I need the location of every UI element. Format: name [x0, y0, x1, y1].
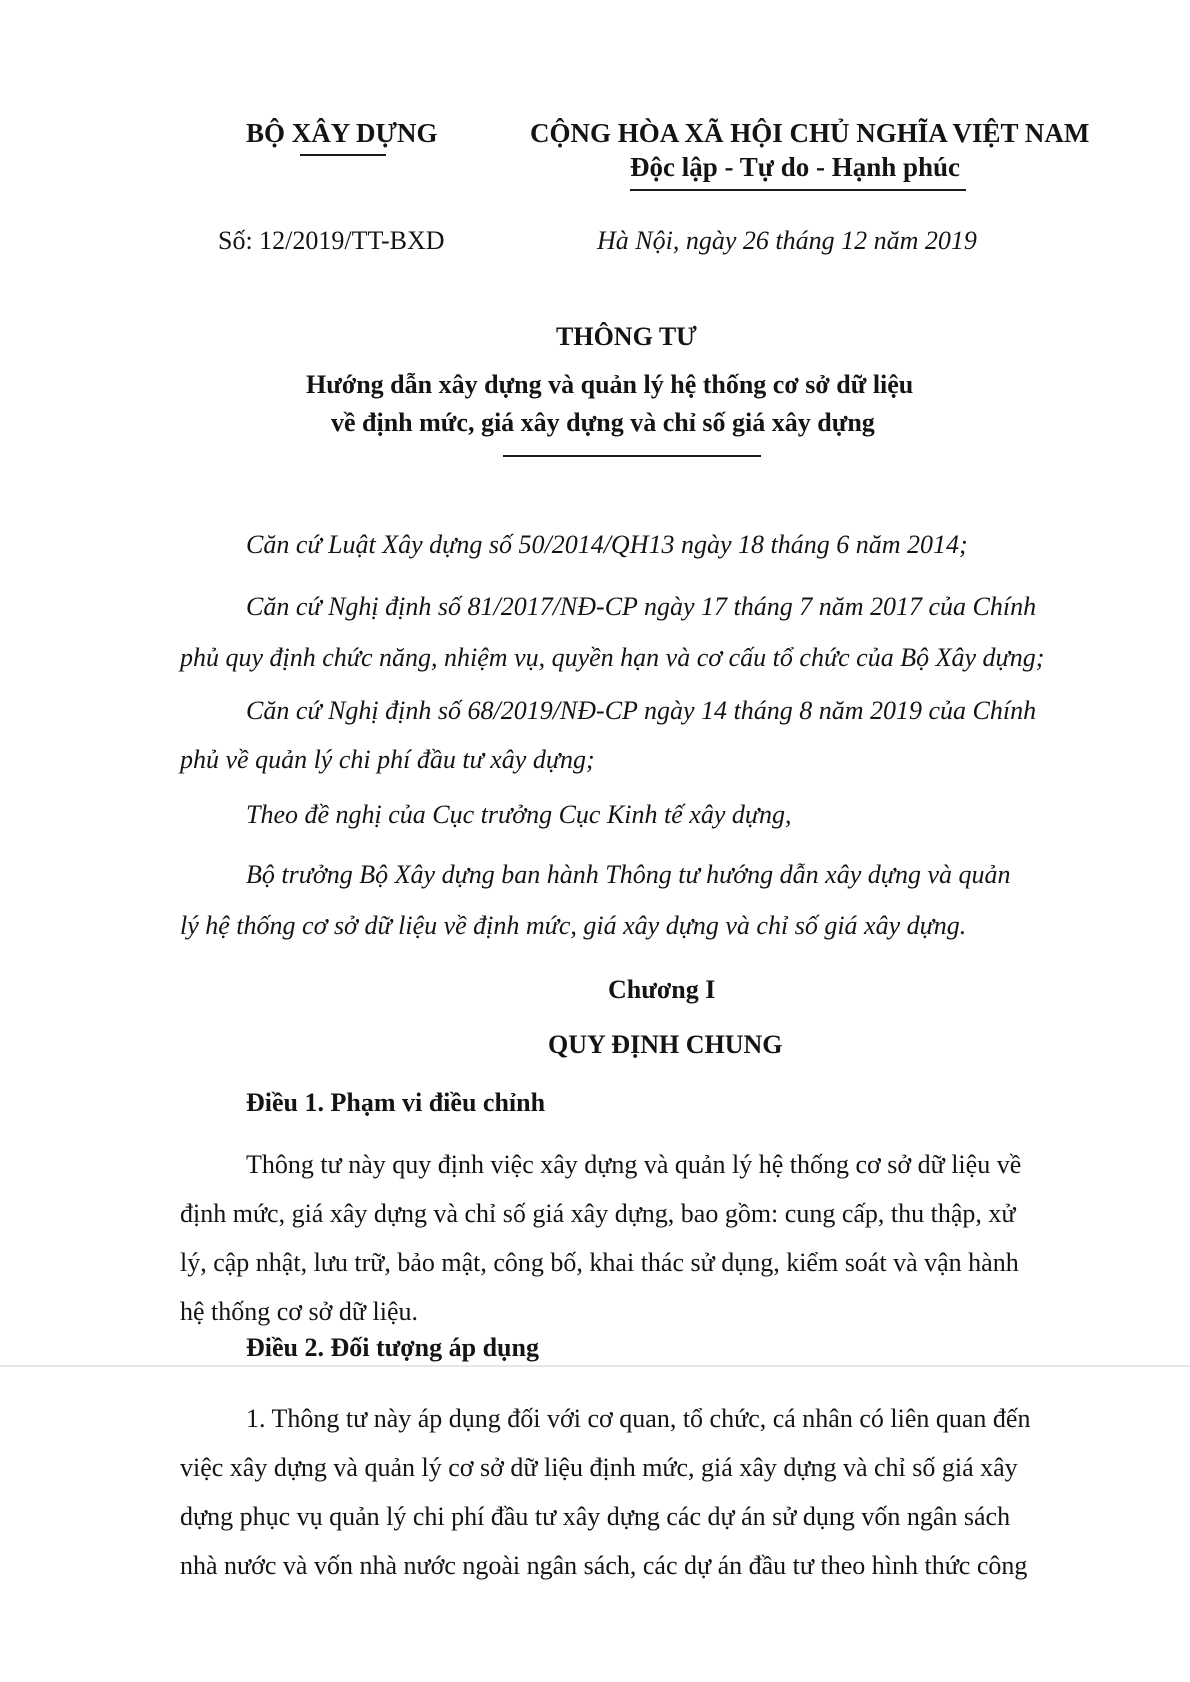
preamble-paragraph: Căn cứ Luật Xây dựng số 50/2014/QH13 ngày 18 tháng 6 năm 2014; [246, 530, 968, 559]
scan-artifact [0, 1365, 1190, 1367]
article-1-text: lý, cập nhật, lưu trữ, bảo mật, công bố, khai thác sử dụng, kiểm soát và vận hành [180, 1248, 1019, 1277]
article-2-heading: Điều 2. Đối tượng áp dụng [246, 1333, 539, 1362]
article-1-text: Thông tư này quy định việc xây dựng và quản lý hệ thống cơ sở dữ liệu về [246, 1150, 1022, 1179]
place-and-date: Hà Nội, ngày 26 tháng 12 năm 2019 [597, 226, 977, 255]
article-1-text: định mức, giá xây dựng và chỉ số giá xây dựng, bao gồm: cung cấp, thu thập, xử [180, 1199, 1016, 1228]
document-type: THÔNG TƯ [556, 322, 697, 351]
motto-underline [630, 189, 966, 191]
ministry-underline [300, 154, 386, 156]
chapter-name: QUY ĐỊNH CHUNG [548, 1030, 783, 1059]
preamble-paragraph: Căn cứ Nghị định số 81/2017/NĐ-CP ngày 17 tháng 7 năm 2017 của Chính [246, 592, 1037, 621]
country-name: CỘNG HÒA XÃ HỘI CHỦ NGHĨA VIỆT NAM [530, 118, 1090, 148]
national-motto: Độc lập - Tự do - Hạnh phúc [630, 152, 961, 182]
document-subject-line-2: về định mức, giá xây dựng và chỉ số giá xây dựng [331, 408, 875, 437]
preamble-paragraph: lý hệ thống cơ sở dữ liệu về định mức, giá xây dựng và chỉ số giá xây dựng. [180, 911, 967, 940]
document-subject-line-1: Hướng dẫn xây dựng và quản lý hệ thống cơ sở dữ liệu [306, 370, 914, 399]
title-underline [503, 455, 761, 457]
article-2-text: 1. Thông tư này áp dụng đối với cơ quan, tổ chức, cá nhân có liên quan đến [246, 1404, 1031, 1433]
article-2-text: nhà nước và vốn nhà nước ngoài ngân sách, các dự án đầu tư theo hình thức công [180, 1551, 1028, 1580]
document-number: Số: 12/2019/TT-BXD [218, 226, 445, 255]
preamble-paragraph: Căn cứ Nghị định số 68/2019/NĐ-CP ngày 14 tháng 8 năm 2019 của Chính [246, 696, 1037, 725]
article-2-text: việc xây dựng và quản lý cơ sở dữ liệu định mức, giá xây dựng và chỉ số giá xây [180, 1453, 1018, 1482]
preamble-paragraph: Bộ trưởng Bộ Xây dựng ban hành Thông tư hướng dẫn xây dựng và quản [246, 860, 1011, 889]
preamble-paragraph: phủ về quản lý chi phí đầu tư xây dựng; [180, 745, 595, 774]
chapter-number: Chương I [608, 975, 716, 1004]
article-1-text: hệ thống cơ sở dữ liệu. [180, 1297, 418, 1326]
article-2-text: dựng phục vụ quản lý chi phí đầu tư xây dựng các dự án sử dụng vốn ngân sách [180, 1502, 1011, 1531]
article-1-heading: Điều 1. Phạm vi điều chỉnh [246, 1088, 546, 1117]
ministry-name: BỘ XÂY DỰNG [246, 118, 438, 148]
preamble-paragraph: phủ quy định chức năng, nhiệm vụ, quyền hạn và cơ cấu tổ chức của Bộ Xây dựng; [180, 643, 1045, 672]
preamble-paragraph: Theo đề nghị của Cục trưởng Cục Kinh tế xây dựng, [246, 800, 792, 829]
